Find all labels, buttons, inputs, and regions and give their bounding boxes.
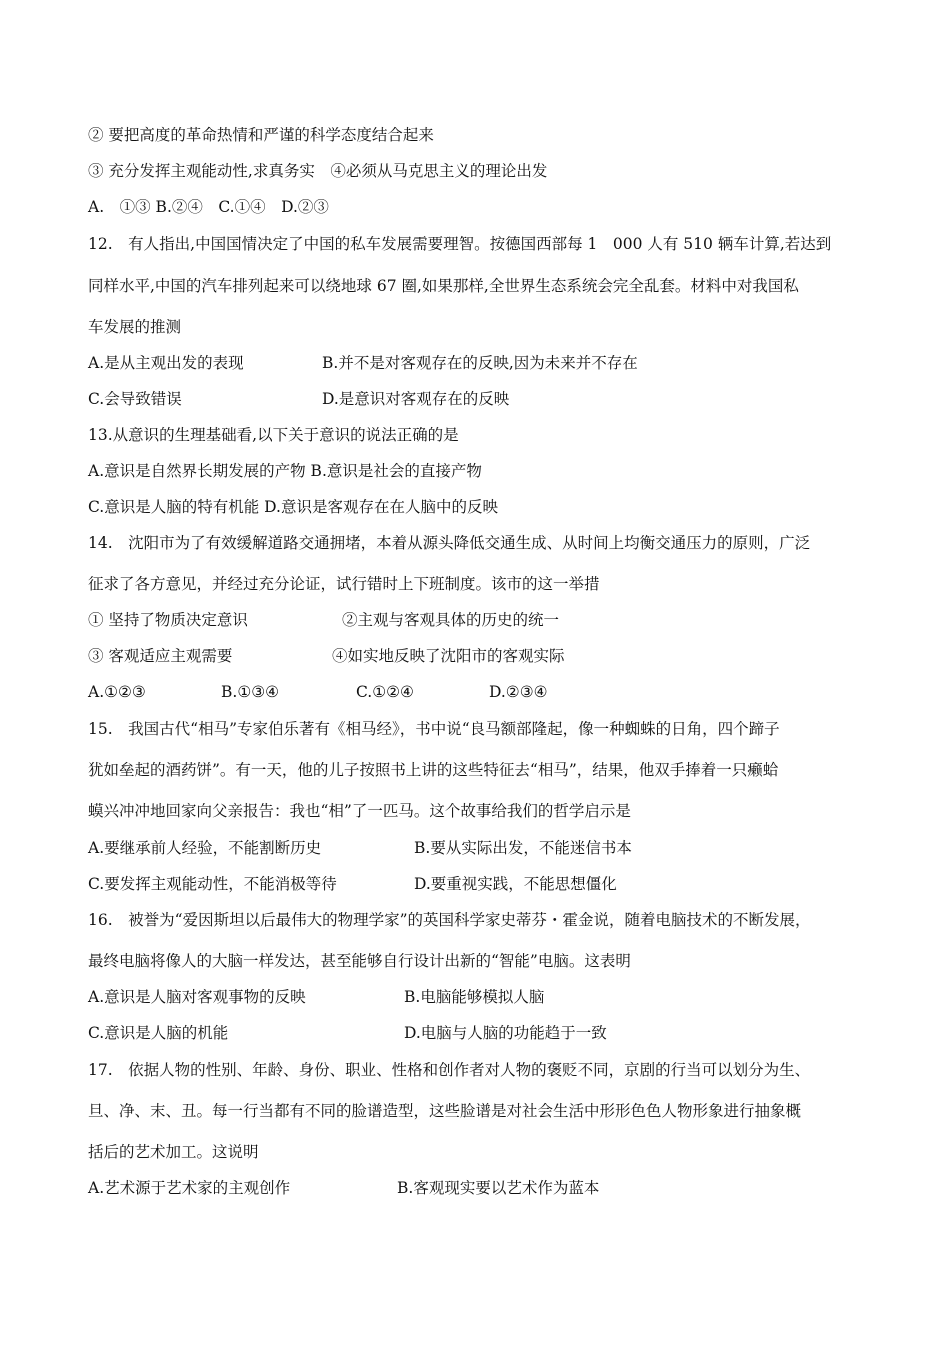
q16-option-a: A.意识是人脑对客观事物的反映 (88, 988, 306, 1006)
q15-option-a: A.要继承前人经验，不能割断历史 (88, 839, 322, 857)
q14-option-c: C.①②④ (356, 683, 414, 701)
q15-option-d: D.要重视实践，不能思想僵化 (414, 875, 617, 893)
q17-option-b: B.客观现实要以艺术作为蓝本 (397, 1179, 600, 1197)
q15-stem-line-2: 犹如垒起的酒药饼”。有一天，他的儿子按照书上讲的这些特征去“相马”，结果，他双手捧着一只癞蛤 (88, 761, 779, 779)
q13-stem: 13.从意识的生理基础看,以下关于意识的说法正确的是 (88, 426, 459, 444)
q17-stem-line-2: 旦、净、末、丑。每一行当都有不同的脸谱造型，这些脸谱是对社会生活中形形色色人物形象进行抽象概 (88, 1102, 802, 1120)
q14-statement-3: ③ 客观适应主观需要 (88, 647, 233, 665)
q16-option-d: D.电脑与人脑的功能趋于一致 (404, 1024, 607, 1042)
q12-option-a: A.是从主观出发的表现 (88, 354, 244, 372)
q16-stem-line-1: 16. 被誉为“爱因斯坦以后最伟大的物理学家”的英国科学家史蒂芬・霍金说，随着电脑技术的不断发展， (88, 911, 811, 929)
q11-options: A. ①③ B.②④ C.①④ D.②③ (88, 198, 329, 216)
q14-option-b: B.①③④ (221, 683, 280, 701)
q12-stem-line-1: 12. 有人指出,中国国情决定了中国的私车发展需要理智。按德国西部每 1 000 人有 510 辆车计算,若达到 (88, 235, 832, 253)
q16-option-c: C.意识是人脑的机能 (88, 1024, 229, 1042)
q12-option-b: B.并不是对客观存在的反映,因为未来并不存在 (322, 354, 638, 372)
q13-options-cd: C.意识是人脑的特有机能 D.意识是客观存在在人脑中的反映 (88, 498, 498, 516)
q14-stem-line-1: 14. 沈阳市为了有效缓解道路交通拥堵，本着从源头降低交通生成、从时间上均衡交通压力的原则，广泛 (88, 534, 811, 552)
q16-option-b: B.电脑能够模拟人脑 (404, 988, 545, 1006)
q14-stem-line-2: 征求了各方意见，并经过充分论证，试行错时上下班制度。该市的这一举措 (88, 575, 600, 593)
q11-statement-2: ② 要把高度的革命热情和严谨的科学态度结合起来 (88, 126, 434, 144)
q12-option-d: D.是意识对客观存在的反映 (322, 390, 510, 408)
q14-statement-1: ① 坚持了物质决定意识 (88, 611, 248, 629)
q12-stem-line-3: 车发展的推测 (88, 318, 182, 336)
q15-option-c: C.要发挥主观能动性，不能消极等待 (88, 875, 337, 893)
q15-option-b: B.要从实际出发，不能迷信书本 (414, 839, 632, 857)
q14-statement-2: ②主观与客观具体的历史的统一 (342, 611, 560, 629)
q17-stem-line-1: 17. 依据人物的性别、年龄、身份、职业、性格和创作者对人物的褒贬不同，京剧的行当可以划分为生、 (88, 1061, 811, 1079)
q15-stem-line-1: 15. 我国古代“相马”专家伯乐著有《相马经》，书中说“良马额部隆起，像一种蜘蛛的日角，四个蹄子 (88, 720, 780, 738)
q15-stem-line-3: 蟆兴冲冲地回家向父亲报告：我也“相”了一匹马。这个故事给我们的哲学启示是 (88, 802, 631, 820)
q11-statement-3-4: ③ 充分发挥主观能动性,求真务实 ④必须从马克思主义的理论出发 (88, 162, 548, 180)
q17-stem-line-3: 括后的艺术加工。这说明 (88, 1143, 259, 1161)
q13-options-ab: A.意识是自然界长期发展的产物 B.意识是社会的直接产物 (88, 462, 482, 480)
q17-option-a: A.艺术源于艺术家的主观创作 (88, 1179, 291, 1197)
q14-option-a: A.①②③ (88, 683, 146, 701)
q16-stem-line-2: 最终电脑将像人的大脑一样发达，甚至能够自行设计出新的“智能”电脑。这表明 (88, 952, 631, 970)
q14-option-d: D.②③④ (489, 683, 548, 701)
q12-stem-line-2: 同样水平,中国的汽车排列起来可以绕地球 67 圈,如果那样,全世界生态系统会完全乱套。材料中对我国私 (88, 277, 799, 295)
q12-option-c: C.会导致错误 (88, 390, 182, 408)
q14-statement-4: ④如实地反映了沈阳市的客观实际 (332, 647, 565, 665)
